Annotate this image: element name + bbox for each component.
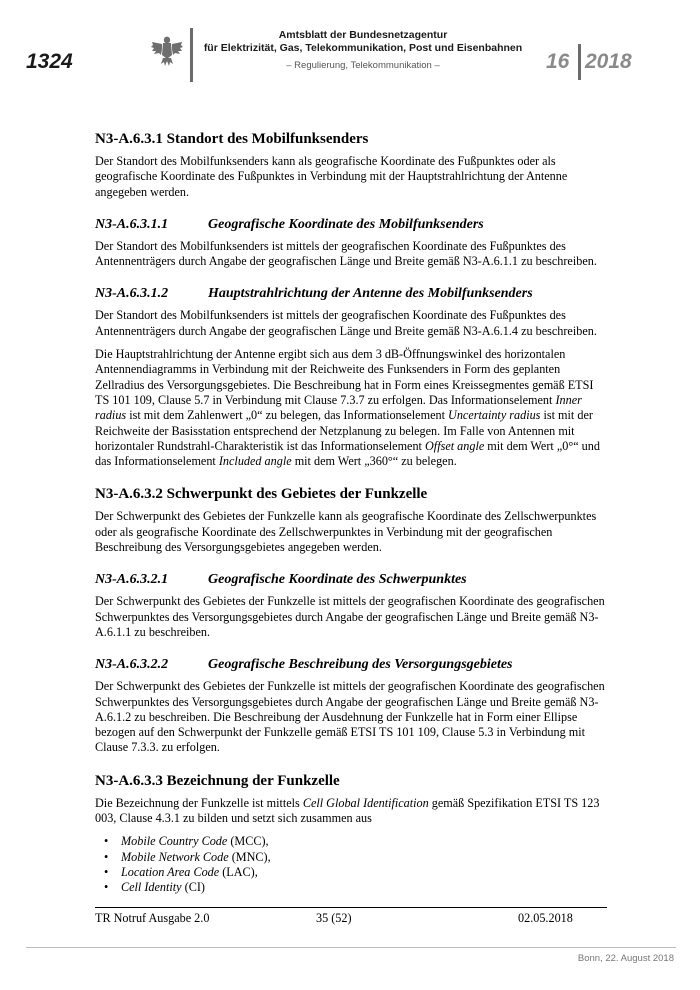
- bottom-rule: [26, 947, 676, 948]
- subsection-number: N3-A.6.3.1.2: [95, 286, 169, 302]
- list-item: • Location Area Code (LAC),: [121, 865, 605, 880]
- paragraph: Die Bezeichnung der Funkzelle ist mittels Cell Global Identification gemäß Spezifikation ETSI TS 123 003, Clause 4.3.1 zu bilden und setzt sich zusammen aus: [95, 795, 600, 826]
- cell-id-components-list: [95, 834, 605, 895]
- gazette-title: [200, 29, 526, 55]
- subsection-title: Geografische Beschreibung des Versorgungsgebietes: [208, 657, 513, 673]
- header-divider: [190, 28, 193, 82]
- gazette-subtitle: – Regulierung, Telekommunikation –: [286, 60, 440, 71]
- issue-year: 2018: [585, 50, 632, 73]
- paragraph: Der Schwerpunkt des Gebietes der Funkzelle ist mittels der geografischen Koordinate des geografischen Schwerpunktes des Versorgungsgebietes durch Angabe der geografischen Länge und Breite gemäß N3-A.6.1.1 zu beschreiben.: [95, 594, 605, 639]
- subsection-heading-koordinate: [95, 216, 605, 233]
- paragraph: Der Schwerpunkt des Gebietes der Funkzelle kann als geografische Koordinate des Zellschwerpunktes oder als geografische Koordinate des Zellschwerpunktes in Verbindung mit der geografischen Beschreibung des Versorgungsgebietes angegeben werden.: [95, 509, 597, 555]
- issue-number: 16: [546, 50, 570, 73]
- list-item: • Mobile Country Code (MCC),: [121, 834, 605, 849]
- subsection-title: Geografische Koordinate des Mobilfunksenders: [208, 216, 484, 232]
- list-item: • Mobile Network Code (MNC),: [121, 850, 605, 865]
- subsection-heading-schwerpunkt-koordinate: [95, 571, 605, 588]
- subsection-number: N3-A.6.3.1.1: [95, 216, 169, 232]
- subsection-heading-hauptstrahlrichtung: [95, 285, 605, 302]
- footer-rule: [95, 907, 607, 908]
- section-heading-schwerpunkt: N3-A.6.3.2 Schwerpunkt des Gebietes der Funkzelle: [95, 486, 428, 503]
- subsection-title: Hauptstrahlrichtung der Antenne des Mobilfunksenders: [208, 286, 533, 302]
- list-item: • Cell Identity (CI): [121, 880, 605, 895]
- issue-divider: [578, 44, 581, 80]
- paragraph: Die Hauptstrahlrichtung der Antenne ergibt sich aus dem 3 dB-Öffnungswinkel des horizontalen Antennendiagramms in Verbindung mit der Reichweite des Funksenders in Form des geplanten Zellradius des Versorgungsgebietes. Die Beschreibung hat in Form eines Kreissegmentes gemäß ETSI TS 101 109, Clause 5.7 in Verbindung mit Clause 7.3.7 zu erfolgen. Das Informationselement Inner radius ist mit dem Zahlenwert „0“ zu belegen, das Informationselement Uncertainty radius ist mit der Reichweite der Basisstation entsprechend der Netzplanung zu belegen. Im Falle von Antennen mit horizontaler Rundstrahl-Charakteristik ist das Informationselement Offset angle mit dem Wert „0°“ und das Informationselement Included angle mit dem Wert „360°“ zu belegen.: [95, 347, 600, 469]
- section-heading-standort: N3-A.6.3.1 Standort des Mobilfunksenders: [95, 131, 369, 147]
- paragraph: Der Standort des Mobilfunksenders kann als geografische Koordinate des Fußpunktes oder als geografische Koordinate des Fußpunktes in Verbindung mit der Hauptstrahlrichtung der Antenne angegeben werden.: [95, 154, 568, 199]
- gazette-title-line2: für Elektrizität, Gas, Telekommunikation, Post und Eisenbahnen: [203, 42, 523, 54]
- footer-date: 02.05.2018: [518, 911, 573, 925]
- footer-page-count: 35 (52): [316, 911, 352, 925]
- paragraph: Der Standort des Mobilfunksenders ist mittels der geografischen Koordinate des Fußpunktes des Antennenträgers durch Angabe der geografischen Länge und Breite gemäß N3-A.6.1.4 zu beschreiben.: [95, 308, 597, 338]
- document-body: [95, 130, 605, 896]
- subsection-number: N3-A.6.3.2.2: [95, 657, 169, 673]
- subsection-number: N3-A.6.3.2.1: [95, 572, 169, 588]
- footer-document-name: TR Notruf Ausgabe 2.0: [95, 911, 210, 925]
- subsection-title: Geografische Koordinate des Schwerpunktes: [208, 572, 467, 588]
- paragraph: Der Standort des Mobilfunksenders ist mittels der geografischen Koordinate des Fußpunktes des Antennenträgers durch Angabe der geografischen Länge und Breite gemäß N3-A.6.1.1 zu beschreiben.: [95, 238, 597, 269]
- paragraph: Der Schwerpunkt des Gebietes der Funkzelle ist mittels der geografischen Koordinate des geografischen Schwerpunktes des Versorgungsgebietes durch Angabe der geografischen Länge und Breite gemäß N3-A.6.1.2 zu beschreiben. Die Beschreibung der Ausdehnung der Funkzelle hat in Form einer Ellipse bezogen auf den Schwerpunkt der Funkzelle gemäß ETSI TS 101 109, Clause 5.3 in Verbindung mit Clause 7.3.3. zu erfolgen.: [95, 679, 605, 755]
- federal-eagle-icon: [150, 33, 184, 69]
- place-date: Bonn, 22. August 2018: [577, 953, 674, 964]
- gazette-page-number: 1324: [26, 50, 73, 73]
- subsection-heading-versorgungsgebiet: [95, 656, 605, 673]
- section-heading-bezeichnung: N3-A.6.3.3 Bezeichnung der Funkzelle: [95, 772, 340, 789]
- gazette-title-line1: Amtsblatt der Bundesnetzagentur: [278, 29, 448, 41]
